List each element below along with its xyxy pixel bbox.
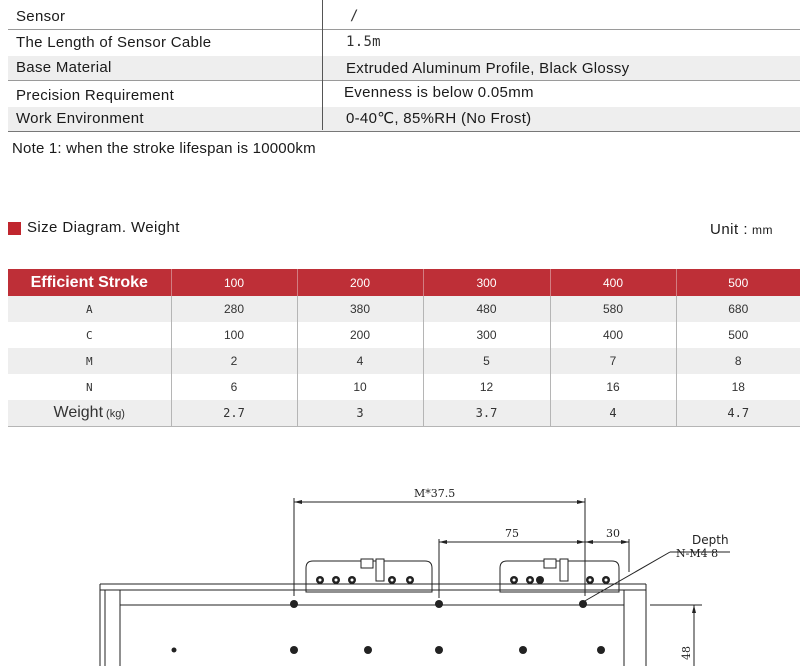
spec-label: Work Environment	[16, 110, 144, 127]
table-cell: 4.7	[676, 400, 800, 427]
spec-value: 1.5m	[346, 34, 381, 50]
table-cell: 680	[728, 302, 749, 316]
spec-label: Precision Requirement	[16, 87, 175, 104]
row-label: M	[8, 348, 171, 374]
unit-value: mm	[752, 223, 774, 237]
spec-row-precision	[8, 82, 800, 106]
connector-tab	[361, 559, 373, 568]
table-cell: 3	[297, 400, 423, 427]
weight-label: Weight	[53, 404, 104, 421]
table-cell: 8	[734, 354, 742, 368]
table-row-weight	[8, 400, 800, 427]
table-row	[8, 322, 800, 348]
table-header-row	[8, 269, 800, 296]
table-row	[8, 374, 800, 400]
table-cell: 4	[550, 400, 676, 427]
table-cell: 4	[297, 348, 423, 374]
spec-label: The Length of Sensor Cable	[16, 34, 212, 51]
table-cell: 5	[423, 348, 550, 374]
table-cell: 10	[297, 374, 423, 400]
table-cell: 200	[297, 322, 423, 348]
dimension-table	[8, 269, 800, 427]
table-cell: 7	[550, 348, 676, 374]
header-stroke: 500	[676, 269, 800, 296]
leader-line	[583, 552, 670, 602]
table-cell: 100	[171, 322, 297, 348]
divider	[8, 131, 800, 132]
connector-tab	[376, 559, 384, 581]
connector-tab	[544, 559, 556, 568]
row-label-weight	[8, 400, 171, 427]
table-cell: 6	[171, 374, 297, 400]
table-row	[8, 296, 800, 322]
size-diagram-drawing	[0, 460, 800, 666]
column-divider	[322, 0, 323, 130]
header-stroke: 300	[423, 269, 550, 296]
arrowheads	[294, 500, 696, 613]
height-label-48: 48	[680, 646, 693, 660]
spec-value: Extruded Aluminum Profile, Black Glossy	[346, 60, 630, 77]
note-text: Note 1: when the stroke lifespan is 10000km	[12, 140, 316, 157]
unit-text: Unit :	[710, 221, 749, 238]
table-cell: 3.7	[423, 400, 550, 427]
spec-row-cable-length	[8, 31, 800, 55]
depth-label: Depth	[692, 533, 729, 547]
row-label: N	[8, 374, 171, 400]
spec-label: Sensor	[16, 8, 66, 25]
header-efficient-stroke: Efficient Stroke	[8, 269, 171, 296]
table-cell: 280	[171, 296, 297, 322]
weight-unit: (kg)	[106, 408, 125, 420]
hole-spec-label: N-M4 8	[676, 547, 719, 560]
spec-label: Base Material	[16, 59, 112, 76]
spec-value: /	[350, 8, 359, 24]
table-row	[8, 348, 800, 374]
spec-row-sensor	[8, 5, 800, 29]
table-cell: 2.7	[171, 400, 297, 427]
header-stroke: 400	[550, 269, 676, 296]
section-title: Size Diagram. Weight	[27, 219, 180, 236]
connector-tab	[560, 559, 568, 581]
header-stroke: 200	[297, 269, 423, 296]
table-cell: 12	[423, 374, 550, 400]
table-cell: 480	[423, 296, 550, 322]
dimension-label-30: 30	[606, 527, 620, 540]
row-label: A	[8, 296, 171, 322]
table-cell: 500	[728, 328, 749, 342]
table-cell: 16	[550, 374, 676, 400]
header-stroke: 100	[171, 269, 297, 296]
spec-row-work-environment	[8, 107, 800, 131]
table-cell: 580	[550, 296, 676, 322]
spec-value: Evenness is below 0.05mm	[344, 84, 534, 101]
table-cell: 380	[297, 296, 423, 322]
unit-label	[710, 221, 773, 238]
table-cell: 300	[423, 322, 550, 348]
table-cell: 2	[171, 348, 297, 374]
row-label: C	[8, 322, 171, 348]
spec-value: 0-40℃, 85%RH (No Frost)	[346, 110, 532, 127]
divider	[8, 80, 800, 81]
dimension-label-75: 75	[505, 527, 519, 540]
dimension-label-m: M*37.5	[414, 487, 456, 500]
section-marker-icon	[8, 222, 21, 235]
table-cell: 400	[550, 322, 676, 348]
divider	[8, 29, 800, 30]
table-cell: 18	[731, 380, 745, 394]
mounting-holes	[172, 576, 611, 654]
spec-row-base-material	[8, 56, 800, 80]
